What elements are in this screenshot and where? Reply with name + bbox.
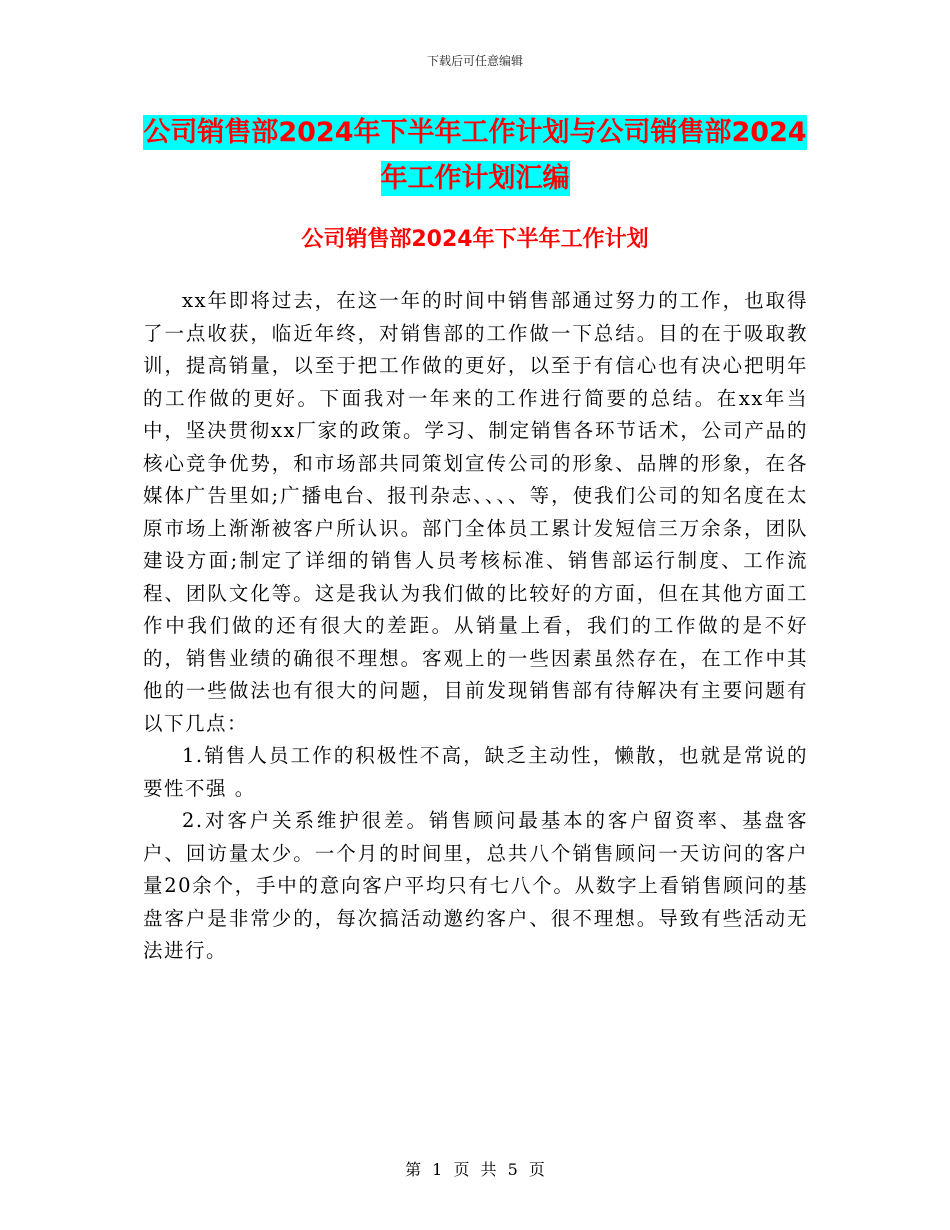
body-paragraph: 1.销售人员工作的积极性不高，缺乏主动性，懒散，也就是常说的要性不强 。	[143, 744, 808, 800]
document-body	[143, 285, 808, 968]
header-note: 下载后可任意编辑	[426, 54, 523, 68]
section-title: 公司销售部2024年下半年工作计划	[301, 227, 649, 252]
page-footer: 第 1 页 共 5 页	[405, 1160, 545, 1179]
document-title	[0, 110, 950, 202]
body-paragraph: 2.对客户关系维护很差。销售顾问最基本的客户留资率、基盘客户、回访量太少。一个月的时间里，总共八个销售顾问一天访问的客户量20余个，手中的意向客户平均只有七八个。从数字上看销售顾问的基盘客户是非常少的，每次搞活动邀约客户、很不理想。导致有些活动无法进行。	[143, 809, 808, 962]
document-title-line-1: 公司销售部2024年下半年工作计划与公司销售部2024	[143, 117, 807, 148]
document-title-line-2: 年工作计划汇编	[380, 163, 570, 194]
body-paragraph: xx年即将过去，在这一年的时间中销售部通过努力的工作，也取得了一点收获，临近年终，对销售部的工作做一下总结。目的在于吸取教训，提高销量，以至于把工作做的更好，以至于有信心也有决心把明年的工作做的更好。下面我对一年来的工作进行简要的总结。在xx年当中，坚决贯彻xx厂家的政策。学习、制定销售各环节话术，公司产品的核心竞争优势，和市场部共同策划宣传公司的形象、品牌的形象，在各媒体广告里如;广播电台、报刊杂志、、、、等，使我们公司的知名度在太原市场上渐渐被客户所认识。部门全体员工累计发短信三万余条，团队建设方面;制定了详细的销售人员考核标准、销售部运行制度、工作流程、团队文化等。这是我认为我们做的比较好的方面，但在其他方面工作中我们做的还有很大的差距。从销量上看，我们的工作做的是不好的，销售业绩的确很不理想。客观上的一些因素虽然存在，在工作中其他的一些做法也有很大的问题，目前发现销售部有待解决有主要问题有以下几点：	[143, 289, 808, 735]
